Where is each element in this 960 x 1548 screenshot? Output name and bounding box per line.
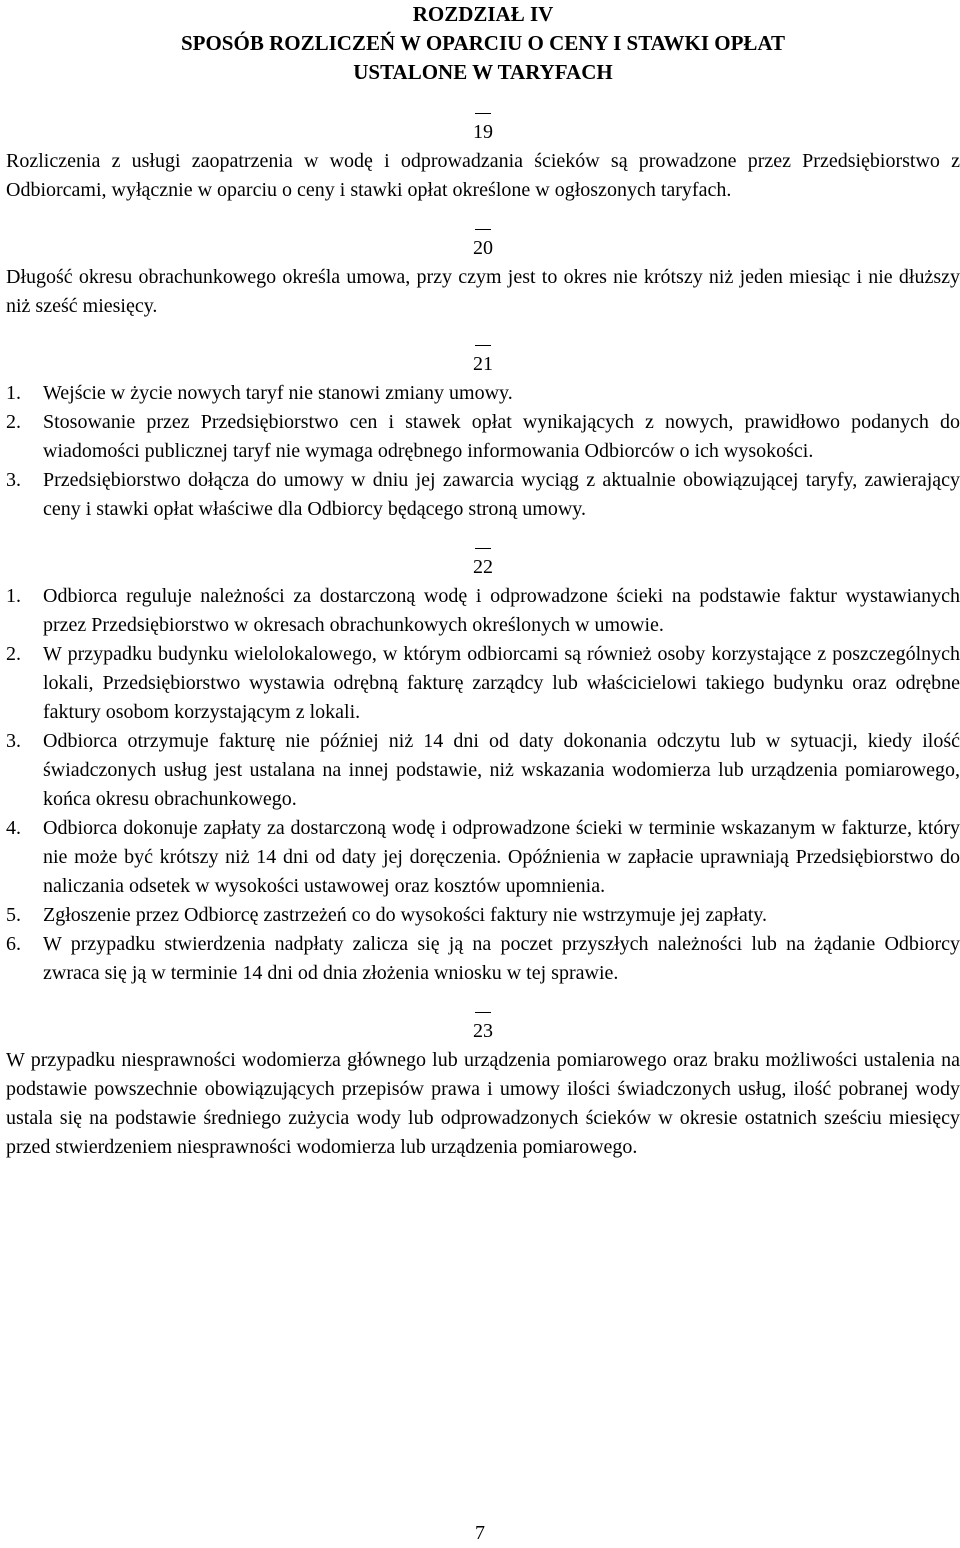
item-number: 1. [6,382,21,404]
list-item [6,930,960,988]
section-19 [6,118,960,205]
item-text: Zgłoszenie przez Odbiorcę zastrzeżeń co do wysokości faktury nie wstrzymuje jej zapłaty. [43,904,767,926]
list-item [6,640,960,727]
item-text: W przypadku budynku wielolokalowego, w którym odbiorcami są również osoby korzystające z poszczególnych lokali, Przedsiębiorstwo wystawia odrębną fakturę zarządcy lub właścicielowi takiego budynku oraz odrębne faktury osobom korzystającym z lokali. [43,643,960,723]
item-text: Odbiorca reguluje należności za dostarczoną wodę i odprowadzone ścieki na podstawie faktur wystawianych przez Przedsiębiorstwo w okresach obrachunkowych określonych w umowie. [43,585,960,636]
item-text: Odbiorca otrzymuje fakturę nie później niż 14 dni od daty dokonania odczytu lub w sytuacji, kiedy ilość świadczonych usług jest ustalana na innej podstawie, niż wskazania wodomierza lub urządzenia pomiarowego, końca okresu obrachunkowego. [43,730,960,810]
section-items [6,379,960,524]
section-text: Długość okresu obrachunkowego określa umowa, przy czym jest to okres nie krótszy niż jeden miesiąc i nie dłuższy niż sześć miesięcy. [6,266,960,317]
section-22 [6,553,960,988]
list-item [6,814,960,901]
list-item [6,408,960,466]
section-number: 19 [473,118,493,147]
item-number: 6. [6,933,21,955]
item-number: 4. [6,817,21,839]
list-item [6,727,960,814]
section-21 [6,350,960,524]
section-number: 21 [473,350,493,379]
chapter-title-line-1: ROZDZIAŁ IV [412,2,554,26]
list-item [6,582,960,640]
item-number: 2. [6,643,21,665]
item-text: Odbiorca dokonuje zapłaty za dostarczoną wodę i odprowadzone ścieki w terminie wskazanym w fakturze, który nie może być krótszy niż 14 dni od daty jej doręczenia. Opóźnienia w zapłacie uprawniają Przedsiębiorstwo do naliczania odsetek w wysokości ustawowej oraz kosztów upomnienia. [43,817,960,897]
chapter-title-line-2: SPOSÓB ROZLICZEŃ W OPARCIU O CENY I STAWKI OPŁAT [180,31,786,55]
section-number: 20 [473,234,493,263]
item-number: 2. [6,411,21,433]
section-text: W przypadku niesprawności wodomierza głównego lub urządzenia pomiarowego oraz braku możliwości ustalenia na podstawie powszechnie obowiązujących przepisów prawa i umowy ilości świadczonych usług, ilość pobranej wody ustala się na podstawie średniego zużycia wody lub odprowadzonych ścieków w okresie ostatnich sześciu miesięcy przed stwierdzeniem niesprawności wodomierza lub urządzenia pomiarowego. [6,1049,960,1158]
chapter-title-line-3: USTALONE W TARYFACH [353,60,613,84]
section-text: Rozliczenia z usługi zaopatrzenia w wodę i odprowadzania ścieków są prowadzone przez Przedsiębiorstwo z Odbiorcami, wyłącznie w oparciu o ceny i stawki opłat określone w ogłoszonych taryfach. [6,150,960,201]
item-number: 5. [6,904,21,926]
item-number: 1. [6,585,21,607]
item-text: Przedsiębiorstwo dołącza do umowy w dniu jej zawarcia wyciąg z aktualnie obowiązującej taryfy, zawierający ceny i stawki opłat właściwe dla Odbiorcy będącego stroną umowy. [43,469,960,520]
section-23 [6,1017,960,1162]
section-20 [6,234,960,321]
list-item [6,466,960,524]
item-number: 3. [6,469,21,491]
section-number: 22 [473,553,493,582]
item-text: Stosowanie przez Przedsiębiorstwo cen i stawek opłat wynikających z nowych, prawidłowo podanych do wiadomości publicznej taryf nie wymaga odrębnego informowania Odbiorców o ich wysokości. [43,411,960,462]
item-number: 3. [6,730,21,752]
list-item [6,901,960,930]
page-number: 7 [475,1522,485,1544]
section-items [6,582,960,988]
section-number: 23 [473,1017,493,1046]
list-item [6,379,960,408]
chapter-heading [6,0,960,87]
item-text: Wejście w życie nowych taryf nie stanowi zmiany umowy. [43,382,513,404]
document-page [6,0,960,1162]
item-text: W przypadku stwierdzenia nadpłaty zalicza się ją na poczet przyszłych należności lub na żądanie Odbiorcy zwraca się ją w terminie 14 dni od dnia złożenia wniosku w tej sprawie. [43,933,960,984]
